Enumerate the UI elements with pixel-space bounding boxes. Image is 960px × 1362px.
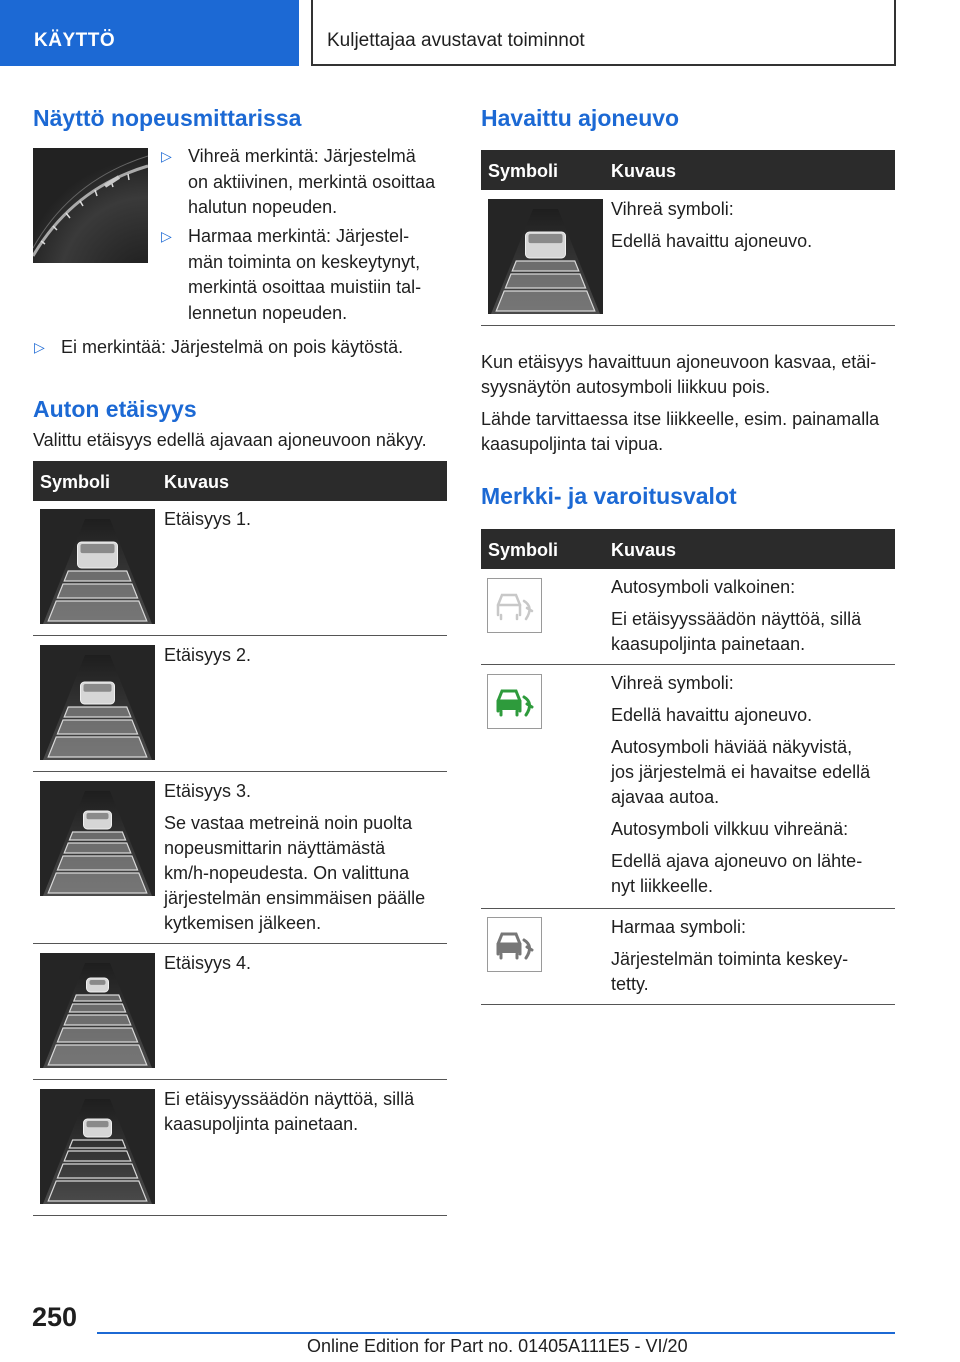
distance-graphic [488, 199, 603, 314]
distance-row-5-desc [164, 1087, 414, 1137]
desc-line: Etäisyys 3. [164, 781, 252, 801]
desc-line: Autosymboli vilkkuu vihreänä: [611, 819, 849, 839]
row-divider [33, 1215, 447, 1216]
triangle-bullet-icon: ▷ [161, 148, 172, 164]
light-row-3-desc [611, 915, 848, 997]
bullet-line: lennetun nopeuden. [188, 302, 348, 323]
desc-line: Edellä ajava ajoneuvo on lähte- [611, 851, 863, 871]
row-divider [33, 943, 447, 944]
distance-graphic [40, 953, 155, 1068]
desc-line: Ei etäisyyssäädön näyttöä, sillä [611, 609, 862, 629]
light-row-1-desc [611, 575, 861, 657]
distance-graphic [40, 645, 155, 760]
desc-line: kytkemisen jälkeen. [164, 913, 322, 933]
heading-distance: Auton etäisyys [33, 396, 197, 422]
desc-line: tetty. [611, 974, 649, 994]
bullet-line: on aktiivinen, merkintä osoittaa [188, 171, 436, 192]
car-white-icon [487, 578, 542, 633]
row-divider [481, 325, 895, 326]
bullet-line: merkintä osoittaa muistiin tal- [188, 277, 422, 297]
desc-line: ajavaa autoa. [611, 787, 720, 807]
distance-graphic [40, 781, 155, 896]
bullet-line: Ei merkintää: Järjestelmä on pois käytöstä. [61, 337, 404, 357]
desc-line: Autosymboli häviää näkyvistä, [611, 737, 853, 757]
detected-row-desc [611, 197, 812, 261]
row-divider [481, 908, 895, 909]
detected-para-1 [481, 350, 876, 400]
lights-table-header [481, 529, 895, 569]
row-divider [33, 1079, 447, 1080]
bullet-line: Vihreä merkintä: Järjestelmä [188, 146, 416, 166]
detected-table-header [481, 150, 895, 190]
bullet-green-marker [161, 144, 436, 221]
desc-line: Järjestelmän toiminta keskey- [611, 949, 849, 969]
desc-line: jos järjestelmä ei havaitse edellä [611, 762, 871, 782]
distance-graphic [40, 1089, 155, 1204]
distance-table-header [33, 461, 447, 501]
distance-4-icon [40, 953, 155, 1068]
heading-indicator-lights: Merkki- ja varoitusvalot [481, 483, 737, 509]
distance-row-2-desc [164, 643, 251, 675]
row-divider [481, 1004, 895, 1005]
para-line: Kun etäisyys havaittuun ajoneuvoon kasvaa, etäi- [481, 352, 877, 372]
row-divider [33, 635, 447, 636]
desc-line: km/h-nopeudesta. On valittuna [164, 863, 410, 883]
col-symbol: Symboli [40, 472, 111, 492]
distance-1-icon [40, 509, 155, 624]
chapter-tab: KÄYTTÖ [0, 0, 299, 66]
bullet-line: halutun nopeuden. [188, 197, 338, 217]
desc-line: kaasupoljinta painetaan. [164, 1114, 359, 1134]
heading-detected-vehicle: Havaittu ajoneuvo [481, 105, 680, 131]
section-title: Kuljettajaa avustavat toiminnot [311, 0, 896, 66]
light-row-2-desc [611, 671, 870, 899]
desc-line: kaasupoljinta painetaan. [611, 634, 806, 654]
footer-rule [97, 1332, 895, 1334]
bullet-line: män toiminta on keskeytynyt, [188, 251, 421, 272]
desc-line: Autosymboli valkoinen: [611, 577, 796, 597]
distance-3-icon [40, 781, 155, 896]
col-symbol: Symboli [488, 161, 559, 181]
desc-line: Ei etäisyyssäädön näyttöä, sillä [164, 1089, 415, 1109]
bullet-grey-marker [161, 224, 422, 326]
distance-row-4-desc [164, 951, 251, 983]
desc-line: Etäisyys 4. [164, 953, 252, 973]
desc-line: Etäisyys 2. [164, 645, 252, 665]
col-description: Kuvaus [611, 540, 677, 560]
distance-row-1-desc [164, 507, 251, 539]
desc-line: Vihreä symboli: [611, 199, 734, 219]
col-description: Kuvaus [164, 472, 230, 492]
distance-inactive-icon [40, 1089, 155, 1204]
row-divider [481, 664, 895, 665]
col-symbol: Symboli [488, 540, 559, 560]
heading-speedometer: Näyttö nopeusmittarissa [33, 105, 302, 131]
desc-line: Se vastaa metreinä noin puolta [164, 813, 413, 833]
para-line: kaasupoljinta tai vipua. [481, 434, 664, 454]
car-grey-icon [487, 917, 542, 972]
desc-line: järjestelmän ensimmäisen päälle [164, 888, 426, 908]
page-number: 250 [32, 1302, 78, 1332]
distance-row-3-desc [164, 779, 425, 936]
distance-graphic [40, 509, 155, 624]
detected-para-2 [481, 407, 879, 457]
speedometer-image [33, 148, 148, 263]
desc-line: Edellä havaittu ajoneuvo. [611, 231, 813, 251]
desc-line: nopeusmittarin näyttämästä [164, 838, 386, 858]
bullet-line: Harmaa merkintä: Järjestel- [188, 226, 410, 246]
col-description: Kuvaus [611, 161, 677, 181]
bullet-no-marker [34, 335, 404, 361]
car-green-icon [487, 674, 542, 729]
para-line: Lähde tarvittaessa itse liikkeelle, esim. painamalla [481, 409, 880, 429]
desc-line: Etäisyys 1. [164, 509, 252, 529]
desc-line: Edellä havaittu ajoneuvo. [611, 705, 813, 725]
para-line: syysnäytön autosymboli liikkuu pois. [481, 377, 771, 397]
distance-2-icon [40, 645, 155, 760]
footer-edition: Online Edition for Part no. 01405A111E5 - VI/20 [307, 1336, 688, 1356]
detected-vehicle-icon [488, 199, 603, 314]
desc-line: Harmaa symboli: [611, 917, 747, 937]
triangle-bullet-icon: ▷ [161, 228, 172, 244]
row-divider [33, 771, 447, 772]
desc-line: Vihreä symboli: [611, 673, 734, 693]
desc-line: nyt liikkeelle. [611, 876, 714, 896]
triangle-bullet-icon: ▷ [34, 339, 45, 355]
distance-intro: Valittu etäisyys edellä ajavaan ajoneuvoon näkyy. [33, 430, 427, 450]
